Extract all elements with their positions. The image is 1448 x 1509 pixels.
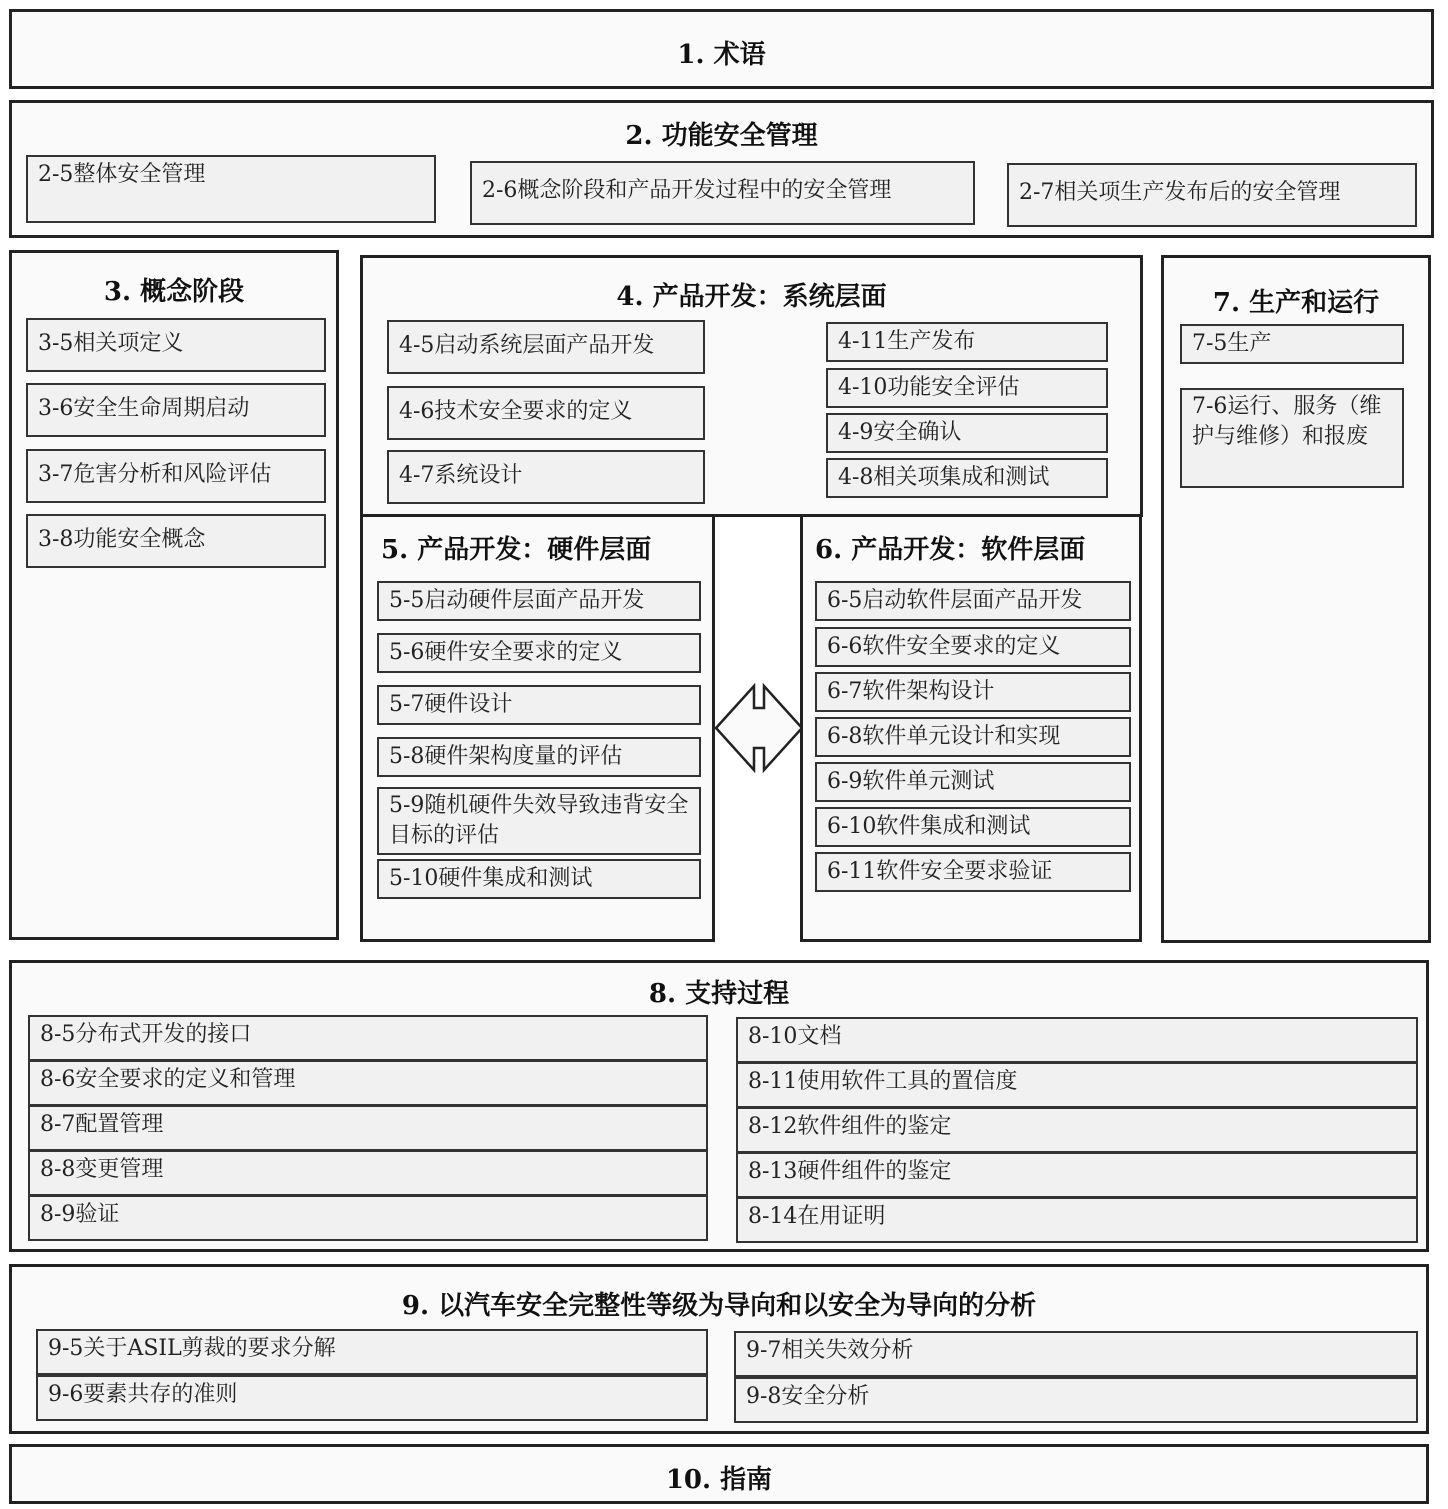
section-5-hardware-level xyxy=(360,514,715,942)
section-5-title: 5. 产品开发：硬件层面 xyxy=(381,535,652,565)
item-9-7: 9-7相关失效分析 xyxy=(734,1331,1418,1377)
item-5-5: 5-5启动硬件层面产品开发 xyxy=(377,581,701,621)
item-4-8: 4-8相关项集成和测试 xyxy=(826,458,1108,498)
section-2-title: 2. 功能安全管理 xyxy=(625,121,818,151)
section-2-safety-management xyxy=(9,100,1434,238)
item-5-8: 5-8硬件架构度量的评估 xyxy=(377,737,701,777)
section-8-title: 8. 支持过程 xyxy=(648,979,790,1009)
item-7-5: 7-5生产 xyxy=(1180,324,1404,364)
item-8-5: 8-5分布式开发的接口 xyxy=(28,1015,708,1061)
item-6-5: 6-5启动软件层面产品开发 xyxy=(815,581,1131,621)
section-6-software-level xyxy=(800,514,1142,942)
section-6-title: 6. 产品开发：软件层面 xyxy=(815,535,1086,565)
item-6-7: 6-7软件架构设计 xyxy=(815,672,1131,712)
item-4-11: 4-11生产发布 xyxy=(826,322,1108,362)
item-5-10: 5-10硬件集成和测试 xyxy=(377,859,701,899)
item-4-7: 4-7系统设计 xyxy=(387,450,705,504)
section-9-asil-analyses xyxy=(9,1264,1429,1434)
item-8-10: 8-10文档 xyxy=(736,1017,1418,1063)
section-1-terminology xyxy=(9,9,1434,89)
item-9-5: 9-5关于ASIL剪裁的要求分解 xyxy=(36,1329,708,1375)
section-7-title: 7. 生产和运行 xyxy=(1212,288,1380,318)
section-7-production-operation xyxy=(1161,255,1431,943)
section-8-supporting-processes xyxy=(9,960,1429,1252)
item-3-5: 3-5相关项定义 xyxy=(26,318,326,372)
item-7-6: 7-6运行、服务（维护与维修）和报废 xyxy=(1180,388,1404,488)
item-5-9: 5-9随机硬件失效导致违背安全目标的评估 xyxy=(377,787,701,855)
item-6-8: 6-8软件单元设计和实现 xyxy=(815,717,1131,757)
section-4-title: 4. 产品开发：系统层面 xyxy=(616,282,887,312)
item-6-9: 6-9软件单元测试 xyxy=(815,762,1131,802)
item-4-5: 4-5启动系统层面产品开发 xyxy=(387,320,705,374)
item-8-14: 8-14在用证明 xyxy=(736,1197,1418,1243)
item-2-5: 2-5整体安全管理 xyxy=(26,155,436,223)
item-5-7: 5-7硬件设计 xyxy=(377,685,701,725)
section-10-title: 10. 指南 xyxy=(665,1465,773,1495)
double-arrow-icon xyxy=(714,680,804,776)
item-2-6: 2-6概念阶段和产品开发过程中的安全管理 xyxy=(470,161,975,225)
item-6-10: 6-10软件集成和测试 xyxy=(815,807,1131,847)
item-8-8: 8-8变更管理 xyxy=(28,1150,708,1196)
item-8-12: 8-12软件组件的鉴定 xyxy=(736,1107,1418,1153)
item-4-6: 4-6技术安全要求的定义 xyxy=(387,386,705,440)
section-3-title: 3. 概念阶段 xyxy=(103,277,245,307)
item-4-9: 4-9安全确认 xyxy=(826,413,1108,453)
item-8-9: 8-9验证 xyxy=(28,1195,708,1241)
item-8-7: 8-7配置管理 xyxy=(28,1105,708,1151)
item-5-6: 5-6硬件安全要求的定义 xyxy=(377,633,701,673)
section-9-title: 9. 以汽车安全完整性等级为导向和以安全为导向的分析 xyxy=(401,1291,1037,1321)
section-1-title: 1. 术语 xyxy=(677,40,766,70)
item-3-8: 3-8功能安全概念 xyxy=(26,514,326,568)
item-9-6: 9-6要素共存的准则 xyxy=(36,1375,708,1421)
section-3-concept-phase xyxy=(9,250,339,940)
item-6-6: 6-6软件安全要求的定义 xyxy=(815,627,1131,667)
item-8-6: 8-6安全要求的定义和管理 xyxy=(28,1060,708,1106)
item-3-7: 3-7危害分析和风险评估 xyxy=(26,449,326,503)
item-8-11: 8-11使用软件工具的置信度 xyxy=(736,1062,1418,1108)
item-4-10: 4-10功能安全评估 xyxy=(826,368,1108,408)
item-9-8: 9-8安全分析 xyxy=(734,1377,1418,1423)
item-6-11: 6-11软件安全要求验证 xyxy=(815,852,1131,892)
section-10-guidelines xyxy=(9,1444,1429,1504)
item-2-7: 2-7相关项生产发布后的安全管理 xyxy=(1007,163,1417,227)
item-3-6: 3-6安全生命周期启动 xyxy=(26,383,326,437)
item-8-13: 8-13硬件组件的鉴定 xyxy=(736,1152,1418,1198)
section-4-system-level xyxy=(360,255,1143,517)
